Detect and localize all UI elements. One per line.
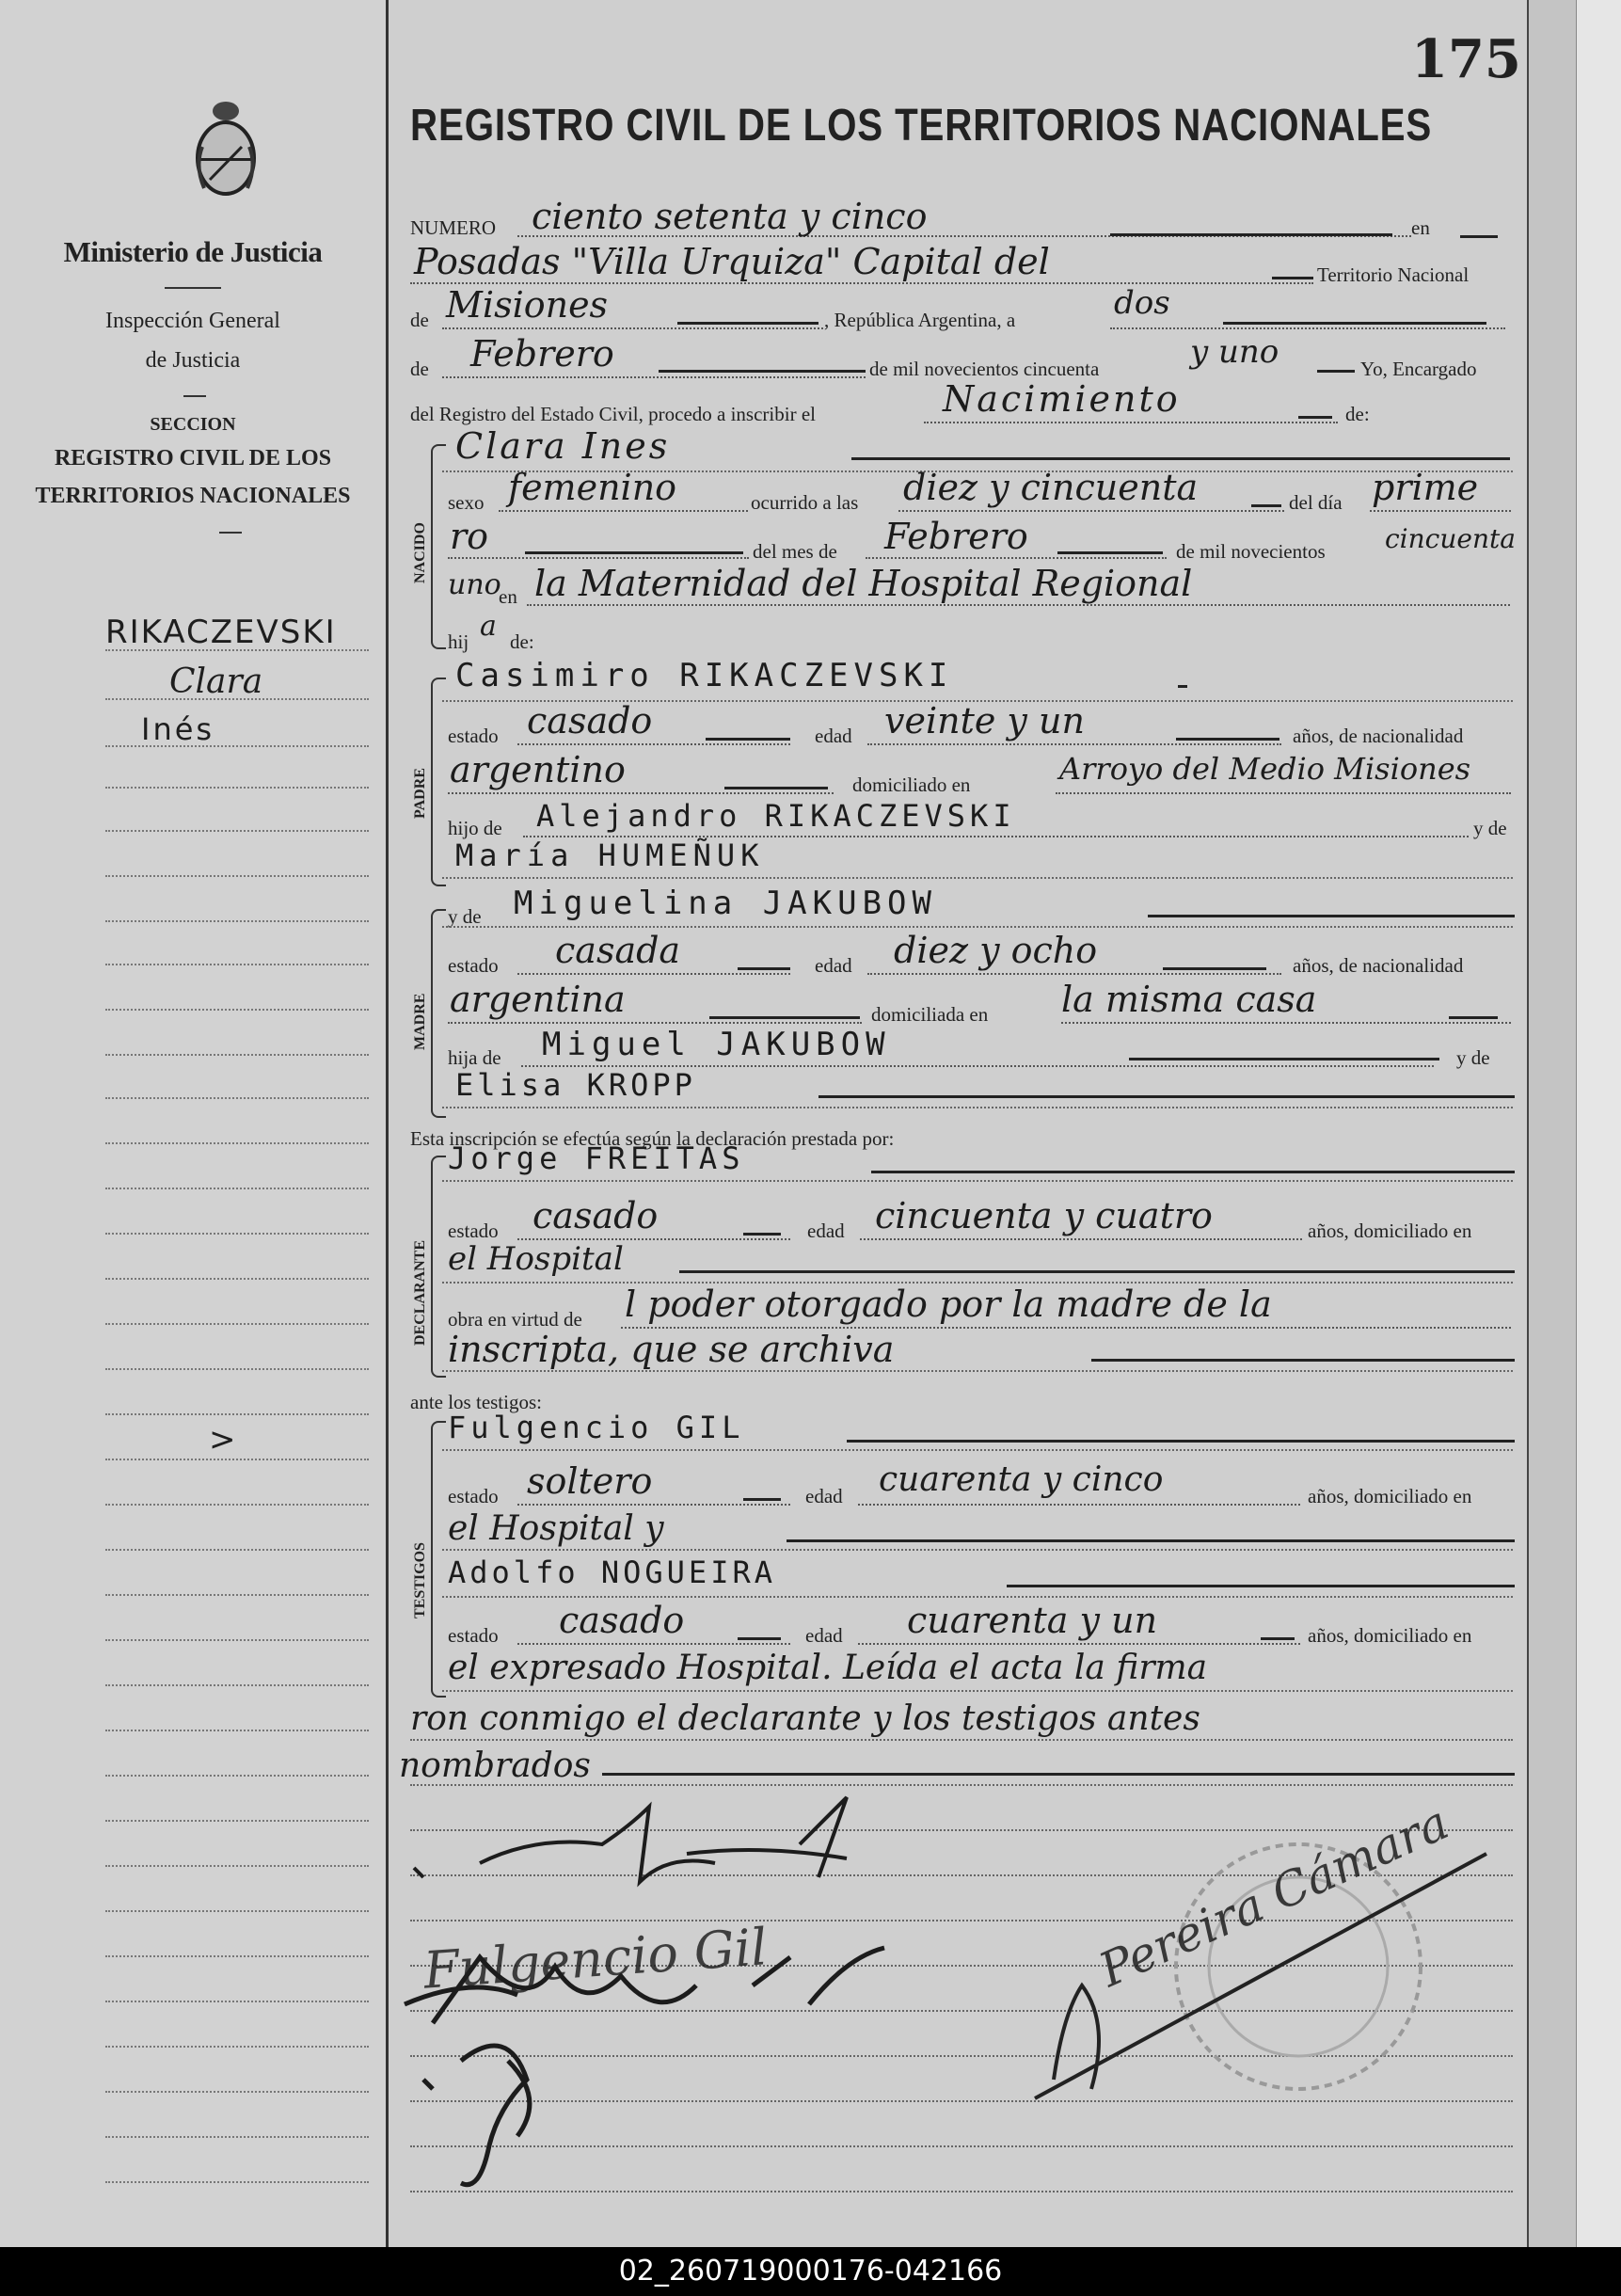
y-de-label-1: y de bbox=[1473, 817, 1507, 839]
numero-label: NUMERO bbox=[410, 216, 497, 239]
t2-edad-label: edad bbox=[805, 1624, 843, 1647]
coat-of-arms-icon bbox=[191, 90, 261, 203]
declarante-signature bbox=[405, 1788, 931, 1901]
nombre-value: Clara Ines bbox=[455, 425, 671, 467]
section-label: SECCION bbox=[150, 414, 236, 435]
madre-nac-value: argentina bbox=[450, 979, 626, 1020]
territorio-label: Territorio Nacional bbox=[1317, 263, 1470, 286]
declarante-label: DECLARANTE bbox=[412, 1239, 428, 1346]
abuela-m-value: Elisa KROPP bbox=[455, 1067, 696, 1103]
t1-edad-label: edad bbox=[805, 1485, 843, 1507]
madre-estado-value: casada bbox=[555, 930, 681, 971]
padre-dom-label: domiciliado en bbox=[852, 773, 971, 796]
section-line-1: REGISTRO CIVIL DE LOS bbox=[54, 446, 332, 470]
nacido-label: NACIDO bbox=[412, 522, 428, 583]
dia-nac-2: ro bbox=[450, 516, 489, 557]
t2-nombre-value: Adolfo NOGUEIRA bbox=[448, 1555, 776, 1590]
padre-estado-label: estado bbox=[448, 725, 499, 747]
numero-value: ciento setenta y cinco bbox=[532, 196, 928, 237]
section-line-2: TERRITORIOS NACIONALES bbox=[35, 484, 351, 508]
padre-nombre-value: Casimiro RIKACZEVSKI bbox=[455, 657, 954, 694]
hijo-sufijo: a bbox=[480, 610, 497, 643]
y-de-label-2: y de bbox=[448, 905, 482, 928]
obra-value-2: inscripta, que se archiva bbox=[448, 1329, 895, 1370]
dia-value: dos bbox=[1114, 284, 1170, 322]
decl-anos-label: años, domiciliado en bbox=[1308, 1220, 1472, 1242]
del-dia-label: del día bbox=[1289, 491, 1343, 514]
en-label-2: en bbox=[499, 585, 517, 608]
lugar-value: Posadas "Villa Urquiza" Capital del bbox=[414, 241, 1050, 282]
page-title: REGISTRO CIVIL DE LOS TERRITORIOS NACIONALES bbox=[410, 101, 1433, 151]
padre-edad-label: edad bbox=[815, 725, 852, 747]
madre-label: MADRE bbox=[412, 993, 428, 1050]
t1-edad-value: cuarenta y cinco bbox=[879, 1460, 1164, 1499]
margin-name-2: Inés bbox=[141, 711, 215, 747]
madre-dom-value: la misma casa bbox=[1061, 979, 1317, 1020]
padre-edad-value: veinte y un bbox=[884, 700, 1085, 741]
hija-de-label: hija de bbox=[448, 1046, 501, 1069]
madre-dom-label: domiciliada en bbox=[871, 1003, 989, 1026]
decl-edad-label: edad bbox=[807, 1220, 845, 1242]
anio-value: y uno bbox=[1190, 333, 1279, 371]
t2-dom-value: el expresado Hospital. Leída el acta la firma bbox=[448, 1649, 1208, 1687]
madre-estado-label: estado bbox=[448, 954, 499, 977]
en-label: en bbox=[1411, 216, 1430, 239]
ocurrido-label: ocurrido a las bbox=[751, 491, 859, 514]
sexo-label: sexo bbox=[448, 491, 485, 514]
mes-nac-value: Febrero bbox=[884, 516, 1028, 557]
anio-nac-2: uno bbox=[448, 568, 501, 601]
book-edge bbox=[1527, 0, 1621, 2247]
dia-nac-1: prime bbox=[1372, 467, 1479, 508]
testigos-vlabel: TESTIGOS bbox=[412, 1542, 428, 1618]
t1-nombre-value: Fulgencio GIL bbox=[448, 1410, 745, 1445]
decl-estado-value: casado bbox=[532, 1195, 659, 1236]
obra-label: obra en virtud de bbox=[448, 1308, 582, 1331]
inspection-label-2: de Justicia bbox=[145, 348, 241, 373]
t1-anos-label: años, domiciliado en bbox=[1308, 1485, 1472, 1507]
mes-value: Febrero bbox=[470, 333, 614, 375]
testigos-label: ante los testigos: bbox=[410, 1391, 542, 1413]
lugar-nac-value: la Maternidad del Hospital Regional bbox=[534, 563, 1193, 604]
republica-label: , República Argentina, a bbox=[824, 309, 1016, 331]
margin-mark: > bbox=[209, 1421, 236, 1459]
padre-nac-value: argentino bbox=[450, 749, 626, 790]
madre-anos-label: años, de nacionalidad bbox=[1293, 954, 1464, 977]
page-number: 175 bbox=[1411, 28, 1521, 90]
t2-edad-value: cuarenta y un bbox=[907, 1600, 1158, 1641]
t2-anos-label: años, domiciliado en bbox=[1308, 1624, 1472, 1647]
t2-estado-value: casado bbox=[559, 1600, 685, 1641]
y-de-label-3: y de bbox=[1456, 1046, 1490, 1069]
obra-value-1: l poder otorgado por la madre de la bbox=[625, 1284, 1272, 1325]
abuelo-p-value: Alejandro RIKACZEVSKI bbox=[536, 798, 1016, 834]
t2-estado-label: estado bbox=[448, 1624, 499, 1647]
decl-estado-label: estado bbox=[448, 1220, 499, 1242]
margin-surname: RIKACZEVSKI bbox=[105, 614, 337, 651]
cierre-2: nombrados bbox=[399, 1746, 591, 1785]
inspection-label-1: Inspección General bbox=[105, 309, 280, 333]
padre-dom-value: Arroyo del Medio Misiones bbox=[1059, 751, 1471, 787]
madre-edad-value: diez y ocho bbox=[894, 930, 1098, 971]
hora-value: diez y cincuenta bbox=[903, 467, 1199, 508]
margin-name-1: Clara bbox=[169, 662, 263, 701]
madre-edad-label: edad bbox=[815, 954, 852, 977]
padre-anos-label: años, de nacionalidad bbox=[1293, 725, 1464, 747]
madre-nombre-value: Miguelina JAKUBOW bbox=[514, 885, 937, 922]
de-colon-label-2: de: bbox=[510, 630, 534, 653]
decl-edad-value: cincuenta y cuatro bbox=[875, 1195, 1213, 1236]
de-label-2: de bbox=[410, 358, 429, 380]
de-label: de bbox=[410, 309, 429, 331]
left-margin-column bbox=[0, 0, 389, 2247]
anio-nac-1: cincuenta bbox=[1385, 523, 1516, 554]
padre-estado-value: casado bbox=[527, 700, 653, 741]
territorio-value: Misiones bbox=[446, 284, 609, 326]
image-id-footer: 02_260719000176-042166 bbox=[0, 2247, 1621, 2296]
ministry-label: Ministerio de Justicia bbox=[63, 235, 323, 268]
t1-estado-label: estado bbox=[448, 1485, 499, 1507]
firma-encargado: Pereira Cámara bbox=[1091, 1794, 1457, 1998]
del-mes-label: del mes de bbox=[753, 540, 837, 563]
hijo-label: hij bbox=[448, 630, 469, 653]
t1-dom-value: el Hospital y bbox=[448, 1509, 664, 1548]
cierre-1: ron conmigo el declarante y los testigos antes bbox=[410, 1699, 1200, 1738]
yo-label: Yo, Encargado bbox=[1360, 358, 1477, 380]
hijo-de-label: hijo de bbox=[448, 817, 502, 839]
padre-label: PADRE bbox=[412, 768, 428, 819]
decl-nombre-value: Jorge FREITAS bbox=[448, 1140, 745, 1176]
registro-label: del Registro del Estado Civil, procedo a inscribir el bbox=[410, 403, 816, 425]
sexo-value: femenino bbox=[508, 467, 677, 508]
inscripcion-label: Esta inscripción se efectúa según la declaración prestada por: bbox=[410, 1127, 895, 1150]
firma-testigo: Fulgencio Gil bbox=[421, 1917, 770, 2001]
testigo-signature-2 bbox=[405, 2004, 574, 2202]
de-colon-label: de: bbox=[1345, 403, 1370, 425]
de-mil-label: de mil novecientos cincuenta bbox=[869, 358, 1100, 380]
de-mil-nov-label: de mil novecientos bbox=[1176, 540, 1326, 563]
decl-dom-value: el Hospital bbox=[448, 1240, 624, 1278]
t1-estado-value: soltero bbox=[527, 1460, 653, 1502]
acto-value: Nacimiento bbox=[943, 378, 1181, 420]
abuelo-m-value: Miguel JAKUBOW bbox=[542, 1026, 891, 1063]
abuela-p-value: María HUMEÑUK bbox=[455, 837, 765, 873]
